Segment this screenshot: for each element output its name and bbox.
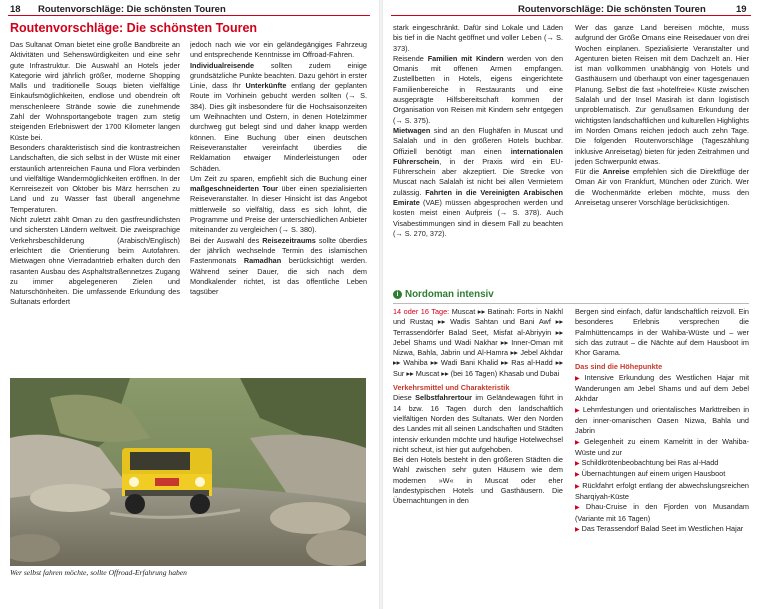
paragraph: Bergen sind einfach, dafür landschaftlich reizvoll. Ein besonderes Erlebnis versprechen die Palmhüttencamps in der Wahiba-Wüste und – wer sich das zutraut – die Nächte auf dem Hausboot im Khor Garama.	[575, 307, 749, 358]
header-rule	[391, 15, 751, 16]
paragraph: Reisende Familien mit Kindern werden von den Omanis mit offenen Armen empfangen. Zustellbetten in Hotels, eigens eingerichtete Familienbereiche in Restaurants und eine ausgeprägte Hilfsbereitschaft kommen der Organisation von Reisen mit Kindern sehr entgegen (→ S. 375).	[393, 53, 563, 125]
page-number: 19	[736, 4, 747, 15]
running-header: Routenvorschläge: Die schönsten Touren	[38, 4, 226, 15]
route-paragraph: 14 oder 16 Tage: Muscat ▸▸ Batinah: Forts in Nakhl und Rustaq ▸▸ Wadis Sahtan und Bani Awf ▸▸ Terrassendörfer Balad Seet, Misfat al-Abriyyin ▸▸ Jebel Shams und Wadi Nakhar ▸▸ Inner-Oman mit Nizwa, Bahla, Jabrin und Al-Hamra ▸▸ Jebel Akhdar ▸▸ Wahiba ▸▸ Wadi Bani Khalid ▸▸ Ras al-Hadd ▸▸ Sur ▸▸ Muscat ▸▸ (bei 16 Tagen) Khasab und Dubai	[393, 307, 563, 378]
paragraph: Bei den Hotels besteht in den größeren Städten die Wahl zwischen sehr guten Häusern wie dem modernen »W« in Muscat oder eher landestypischen Hotels und Gasthäusern. Die Übernachtungen in den	[393, 455, 563, 506]
triangle-bullet-icon: ▶	[575, 439, 582, 446]
photo-caption: Wer selbst fahren möchte, sollte Offroad-Erfahrung haben	[10, 568, 187, 577]
text-column-2	[190, 40, 367, 376]
list-item: ▶ Schildkrötenbeobachtung bei Ras al-Hadd	[575, 458, 719, 468]
photo-illustration	[10, 378, 366, 566]
text-column-1	[10, 40, 180, 376]
header-rule	[8, 15, 370, 16]
triangle-bullet-icon: ▶	[575, 407, 581, 414]
info-icon: i	[393, 290, 402, 299]
list-item: ▶ Rückfahrt erfolgt entlang der abwechslungsreichen Sharqiyah-Küste	[575, 480, 749, 502]
paragraph: Besonders charakteristisch sind die kontrastreichen Landschaften, die sich selbst in der Wüste mit einer erstaunlich artenreichen Fauna und Flora verbinden und vielfältige Wandermöglichkeiten eröffnen. In der Kernreisezeit von Oktober bis März herrschen zu Land und zu Wasser fast überall angenehme Temperaturen.	[10, 142, 180, 214]
triangle-bullet-icon: ▶	[575, 483, 581, 490]
running-header: Routenvorschläge: Die schönsten Touren	[518, 4, 706, 15]
paragraph: Individualreisende sollten zudem einige grundsätzliche Punkte beachten. Dazu gehört in erster Linie, dass Ihr Unterkünfte entlang der geplanten Route im Vorhinein gebucht werden sollten (→ S. 384). Dies gilt insbesondere für die Hochsaisonzeiten um Weihnachten und Ostern, in denen Hotelzimmer durchweg gut belegt sind und daher knapp werden können. Eine Buchung über einen deutschen Reiseveranstalter vereinfacht überdies die Reklamation etwaiger Minderleistungen oder Schäden.	[190, 60, 367, 173]
paragraph: stark eingeschränkt. Dafür sind Lokale und Läden bis tief in die Nacht geöffnet und voller Leben (→ S. 373).	[393, 23, 563, 53]
paragraph: Mietwagen sind an den Flughäfen in Muscat und Salalah und in den größeren Hotels buchbar. Offiziell benötigt man einen internationalen Führerschein, in der Praxis wird ein EU-Führerschein aber akzeptiert. Die Strecke von Muscat nach Salalah ist nicht bei allen Vermietern zulässig. Fahrten in die Vereinigten Arabischen Emirate (VAE) müssen abgesprochen werden und kosten meist einen Aufpreis (→ S. 378). Auch Visabestimmungen sind in diesem Fall zu beachten (→ S. 270, 372).	[393, 125, 563, 238]
paragraph: Wer das ganze Land bereisen möchte, muss aufgrund der Größe Omans eine Reisedauer von drei Wochen einplanen. Spezialisierte Veranstalter und Agenturen bieten Reisen mit dem Dachzelt an. Hier ist man vollkommen unabhängig von Hotels und Gasthäusern und überhaupt von einer tagesgenauen Planung. Selbst die fast »hotelfreie« Küste zwischen Salalah und der Insel Masirah ist dann logistisch unproblematisch. Zur genußsamen Erkundung der wichtigsten landschaftlichen und kulturellen Highlights im Norden Omans reichen jedoch auch zehn Tage. Die folgenden Routenvorschläge (Tageszählung inklusive Anreisetag) bieten für jeden Zeitrahmen und jeden Schwerpunkt etwas.	[575, 23, 749, 166]
list-item: ▶ Dhau-Cruise in den Fjorden von Musandam (Variante mit 16 Tagen)	[575, 502, 749, 523]
list-item: ▶ Gelegenheit zu einem Kamelritt in der Wahiba-Wüste und zur	[575, 436, 749, 457]
text-column-1	[393, 23, 563, 285]
paragraph: Bei der Auswahl des Reisezeitraums sollte überdies der jährlich wechselnde Termin des islamischen Fastenmonats Ramadhan berücksichtigt werden. Während seiner Dauer, die sich nach dem Mondkalender richtet, ist das öffentliche Leben tagsüber	[190, 235, 367, 297]
list-item: ▶ Das Terassendorf Balad Seet im Westlichen Hajar	[575, 523, 744, 533]
box-column-1	[393, 307, 563, 605]
list-item: ▶ Intensive Erkundung des Westlichen Hajar mit Wanderungen am Jebel Shams und auf dem Jebel Akhdar	[575, 372, 749, 404]
subheading: Verkehrsmittel und Charakteristik	[393, 383, 510, 393]
triangle-bullet-icon: ▶	[575, 375, 583, 382]
subheading: Das sind die Höhepunkte	[575, 362, 663, 372]
page-number: 18	[10, 4, 21, 15]
section-rule	[393, 303, 749, 304]
triangle-bullet-icon: ▶	[575, 526, 580, 533]
highlights-list	[575, 373, 749, 535]
paragraph: Für die Anreise empfehlen sich die Direktflüge der Oman Air von Frankfurt, München oder Zürich. Wer die Wochenmärkte erleben möchte, muss den Anreisetag unserer Vorschläge berücksichtigen.	[575, 167, 749, 208]
text-column-2	[575, 23, 749, 285]
list-item: ▶ Übernachtungen auf einem urigen Hausboot	[575, 469, 726, 479]
paragraph: jedoch nach wie vor ein geländegängiges Fahrzeug und entsprechende Kenntnisse im Offroad-Fahren.	[190, 40, 367, 60]
triangle-bullet-icon: ▶	[575, 472, 580, 479]
paragraph: Das Sultanat Oman bietet eine große Bandbreite an Aktivitäten und Sehenswürdigkeiten und eine sehr gute Infrastruktur. Die Auswahl an Hotels jeder Kategorie wird jährlich größer, moderne Shopping Malls und traditionelle Souqs bieten vielfältige Einkaufsmöglichkeiten, endlose und obendrein oft menschenleere Strände sowie die zunehmende Zahl der Wohnsportangebote tragen zum stetig steigenden Erlebniswert der 1700 Kilometer langen Küste bei.	[10, 40, 180, 142]
section-heading: i Nordoman intensiv	[393, 289, 494, 301]
box-column-2	[575, 307, 749, 605]
offroad-car-photo	[10, 378, 366, 566]
list-item: ▶ Lehmfestungen und orientalisches Markttreiben in den inner-omanischen Oasen Nizwa, Bahla und Jabrin	[575, 404, 749, 436]
paragraph: Diese Selbstfahrertour im Geländewagen führt in 14 bzw. 16 Tagen durch den landschaftlich vielfältigen Norden des Sultanats. Wer den Norden des Landes mit all seinen Landschaften und Städten intensiv erkunden möchte und häufige Hotelwechsel nicht scheut, ist hier gut aufgehoben.	[393, 393, 563, 454]
paragraph: Um Zeit zu sparen, empfiehlt sich die Buchung einer maßgeschneiderten Tour über einen spezialisierten Reiseveranstalter. In dieser Hinsicht ist das Angebot mittlerweile so vielfältig, dass es sich lohnt, die Programme und Preise der unterschiedlichen Anbieter miteinander zu vergleichen (→ S. 380).	[190, 173, 367, 235]
page-title: Routenvorschläge: Die schönsten Touren	[10, 21, 258, 35]
right-page	[381, 0, 762, 609]
triangle-bullet-icon: ▶	[575, 461, 580, 468]
triangle-bullet-icon: ▶	[575, 505, 584, 512]
paragraph: Nicht zuletzt zählt Oman zu den gastfreundlichsten und sichersten Ländern weltweit. Die zweisprachige Verkehrsbeschilderung (Arabisch/Englisch) erleichtert die Orientierung beim Autofahren. Mietwagen ohne Vierradantrieb erhalten durch den rasanten Ausbau des Asphaltstraßennetzes Zugang zu immer abgelegeneren Zielen und Naturschönheiten. Die umfassende Erkundung des Sultanats erfordert	[10, 215, 180, 307]
